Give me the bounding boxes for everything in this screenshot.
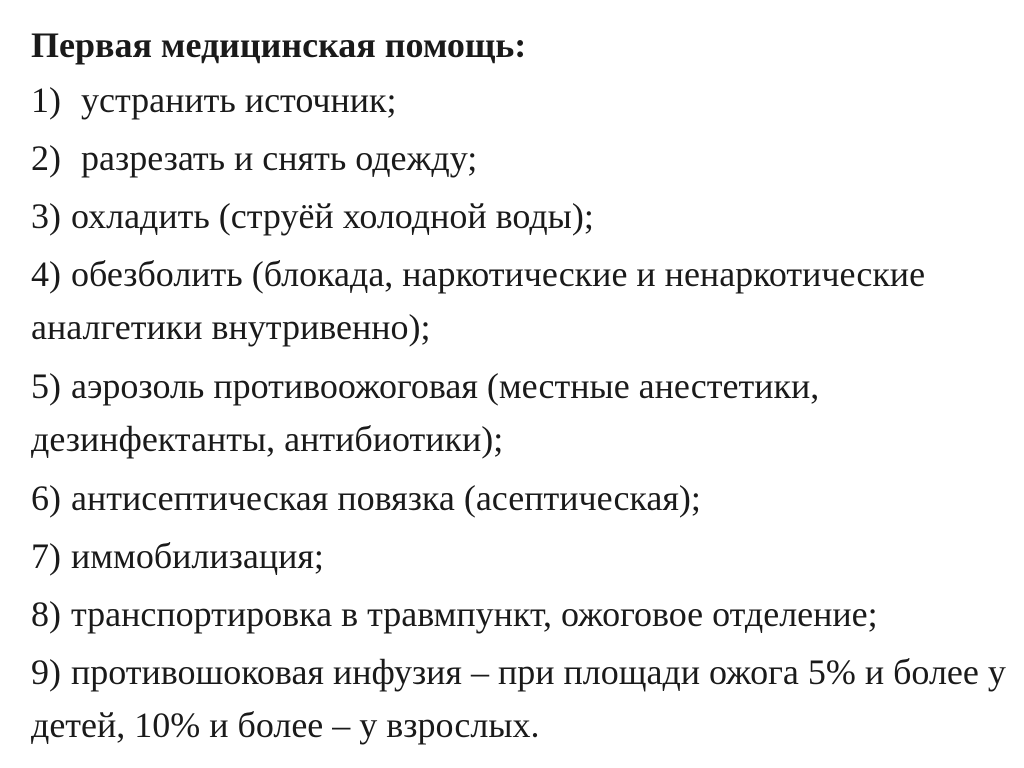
item-number: 3) bbox=[31, 196, 61, 236]
item-number: 8) bbox=[31, 594, 61, 634]
item-text: антисептическая повязка (асептическая); bbox=[71, 478, 701, 518]
item-number: 9) bbox=[31, 652, 61, 692]
item-text: обезболить (блокада, наркотические и ненаркотические аналгетики внутривенно); bbox=[31, 254, 926, 347]
first-aid-list bbox=[31, 74, 1006, 752]
item-number: 1) bbox=[31, 80, 61, 120]
list-item bbox=[31, 190, 1006, 242]
item-text: аэрозоль противоожоговая (местные анестетики, дезинфектанты, антибиотики); bbox=[31, 366, 820, 459]
item-number: 7) bbox=[31, 536, 61, 576]
list-item bbox=[31, 646, 1006, 752]
list-item bbox=[31, 360, 1006, 466]
item-text: разрезать и снять одежду; bbox=[81, 138, 478, 178]
list-item bbox=[31, 132, 1006, 184]
item-number: 5) bbox=[31, 366, 61, 406]
item-text: охладить (струёй холодной воды); bbox=[71, 196, 594, 236]
list-item bbox=[31, 530, 1006, 582]
slide-content bbox=[31, 22, 1006, 758]
list-item bbox=[31, 74, 1006, 126]
item-text: устранить источник; bbox=[81, 80, 397, 120]
item-number: 4) bbox=[31, 254, 61, 294]
item-text: иммобилизация; bbox=[71, 536, 324, 576]
list-item bbox=[31, 472, 1006, 524]
list-item bbox=[31, 588, 1006, 640]
item-number: 2) bbox=[31, 138, 61, 178]
item-text: транспортировка в травмпункт, ожоговое отделение; bbox=[71, 594, 878, 634]
item-number: 6) bbox=[31, 478, 61, 518]
item-text: противошоковая инфузия – при площади ожога 5% и более у детей, 10% и более – у взрослых. bbox=[31, 652, 1006, 745]
list-item bbox=[31, 248, 1006, 354]
page-title: Первая медицинская помощь: bbox=[31, 25, 527, 65]
